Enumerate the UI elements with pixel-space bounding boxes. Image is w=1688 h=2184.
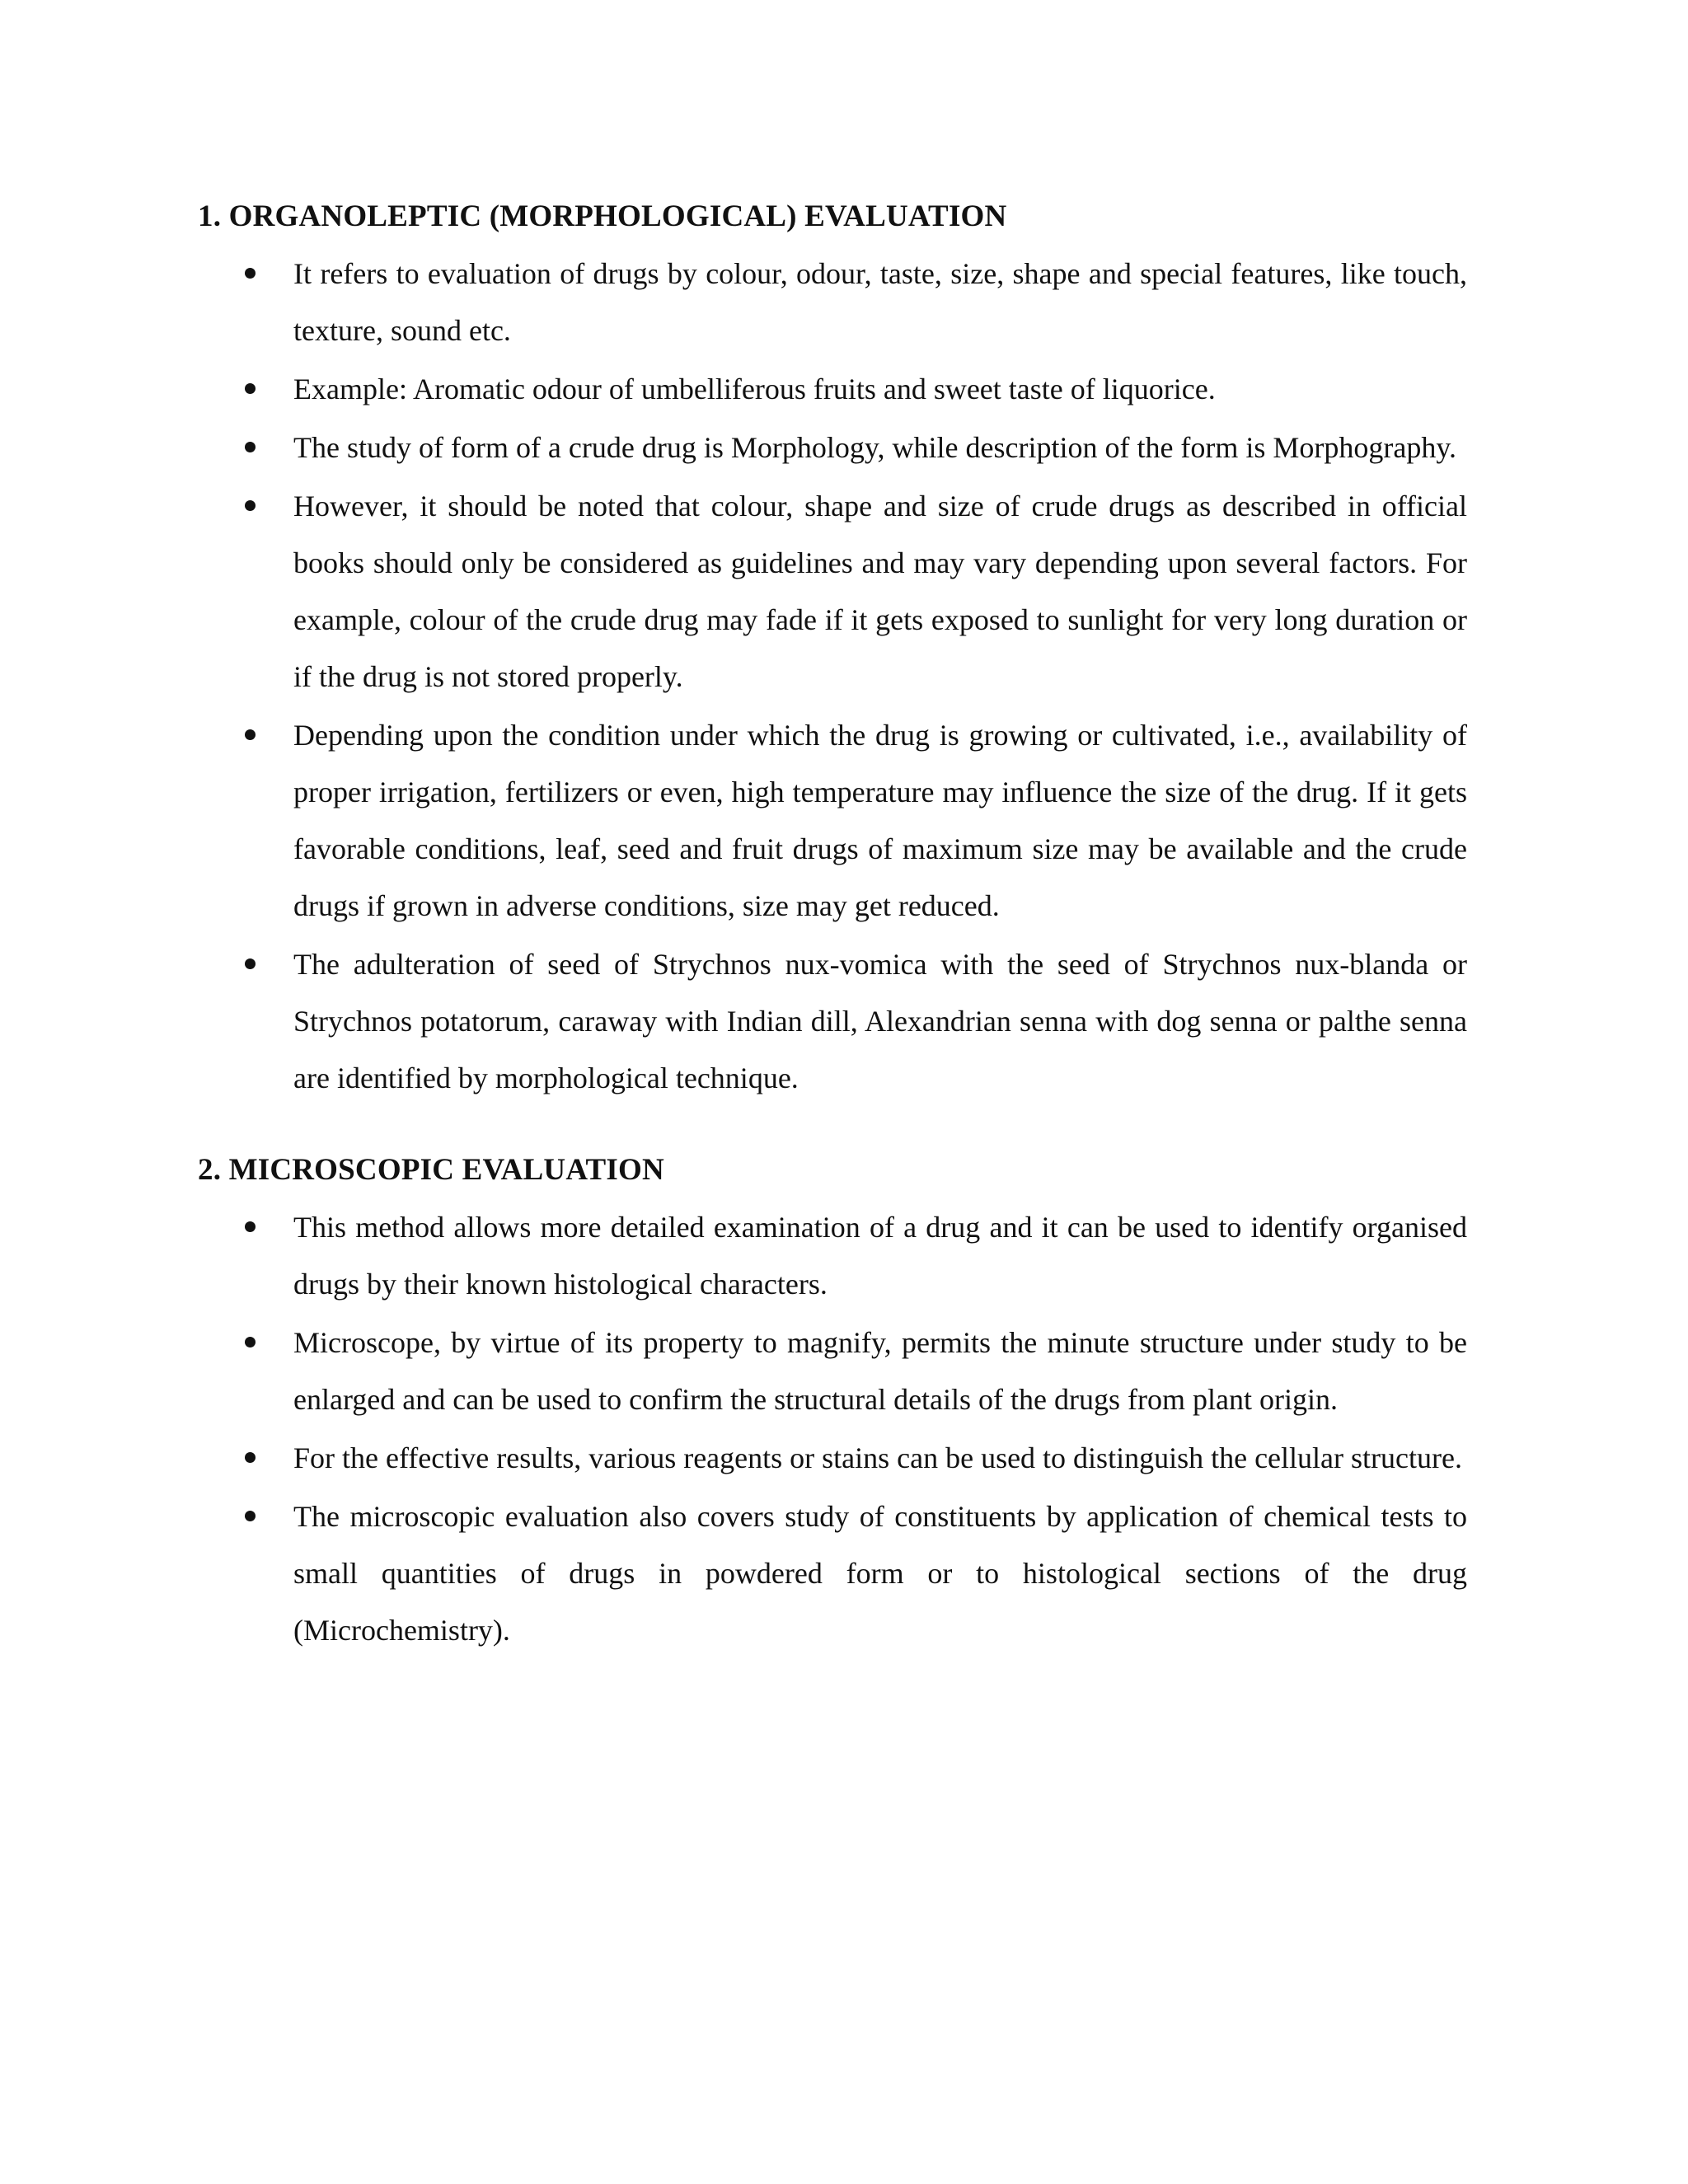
list-item-text: It refers to evaluation of drugs by colour, odour, taste, size, shape and special features, like touch, texture, sound etc. (293, 257, 1467, 347)
list-item (198, 478, 1467, 705)
list-item (198, 246, 1467, 359)
bullet-icon (245, 1337, 256, 1347)
list-item-text: The adulteration of seed of Strychnos nux-vomica with the seed of Strychnos nux-blanda or Strychnos potatorum, caraway with Indian dill, Alexandrian senna with dog senna or palthe senna are identified by morphological technique. (293, 948, 1467, 1094)
list-item (198, 1488, 1467, 1659)
bullet-list (198, 1199, 1467, 1659)
bullet-icon (245, 268, 256, 279)
bullet-icon (245, 1221, 256, 1232)
bullet-icon (245, 958, 256, 969)
list-item-text: The microscopic evaluation also covers study of constituents by application of chemical tests to small quantities of drugs in powdered form or to histological sections of the drug (Microchemistry). (293, 1500, 1467, 1647)
bullet-icon (245, 1511, 256, 1521)
list-item-text: Example: Aromatic odour of umbelliferous fruits and sweet taste of liquorice. (293, 373, 1216, 405)
list-item (198, 419, 1467, 476)
bullet-icon (245, 442, 256, 452)
bullet-icon (245, 500, 256, 511)
list-item-text: For the effective results, various reagents or stains can be used to distinguish the cellular structure. (293, 1441, 1462, 1474)
list-item-text: Microscope, by virtue of its property to magnify, permits the minute structure under study to be enlarged and can be used to confirm the structural details of the drugs from plant origin. (293, 1326, 1467, 1416)
list-item-text: This method allows more detailed examination of a drug and it can be used to identify organised drugs by their known histological characters. (293, 1211, 1467, 1301)
list-item-text: The study of form of a crude drug is Morphology, while description of the form is Morphography. (293, 431, 1457, 464)
bullet-list (198, 246, 1467, 1107)
bullet-icon (245, 1452, 256, 1463)
list-item (198, 1315, 1467, 1428)
list-item-text: Depending upon the condition under which the drug is growing or cultivated, i.e., availability of proper irrigation, fertilizers or even, high temperature may influence the size of the drug. If it gets favorable conditions, leaf, seed and fruit drugs of maximum size may be available and the crude drugs if grown in adverse conditions, size may get reduced. (293, 719, 1467, 922)
list-item (198, 1430, 1467, 1487)
section-microscopic-evaluation (198, 1150, 1467, 1659)
list-item (198, 1199, 1467, 1313)
document-page (198, 196, 1467, 1661)
bullet-icon (245, 729, 256, 740)
list-item (198, 361, 1467, 418)
list-item (198, 936, 1467, 1107)
section-heading: 1. ORGANOLEPTIC (MORPHOLOGICAL) EVALUATION (198, 199, 1007, 233)
list-item (198, 707, 1467, 935)
section-organoleptic-evaluation (198, 196, 1467, 1107)
list-item-text: However, it should be noted that colour, shape and size of crude drugs as described in official books should only be considered as guidelines and may vary depending upon several factors. For example, colour of the crude drug may fade if it gets exposed to sunlight for very long duration or if the drug is not stored properly. (293, 490, 1467, 693)
section-heading: 2. MICROSCOPIC EVALUATION (198, 1153, 664, 1187)
bullet-icon (245, 383, 256, 394)
